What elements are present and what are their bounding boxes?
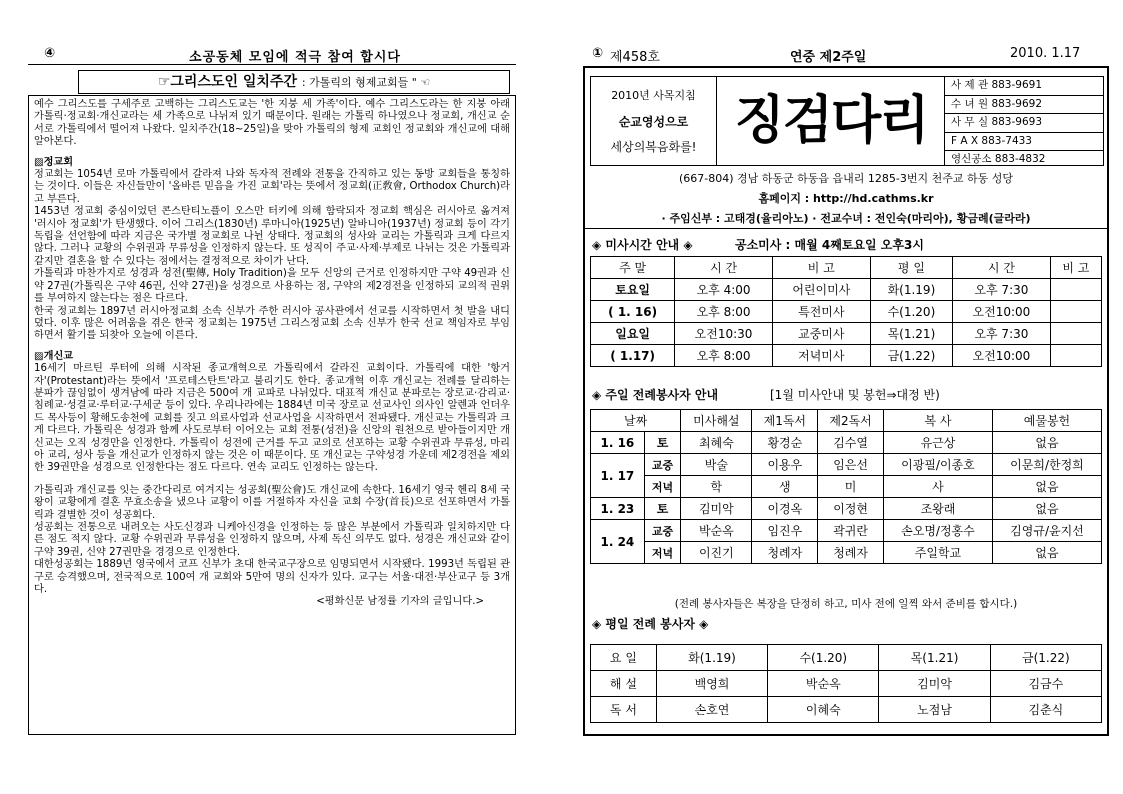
table-cell: 청례자	[818, 542, 884, 564]
table-cell: 김춘식	[990, 697, 1101, 723]
pastoral-motto	[591, 77, 717, 165]
table-cell: 화(1.19)	[656, 645, 767, 671]
table-cell: 이진기	[681, 542, 752, 564]
section-heading-protestant: ▨개신교	[34, 350, 74, 362]
table-cell: 학	[681, 476, 752, 498]
table-cell: 오후 7:30	[953, 279, 1051, 301]
mass-header-weekday: 평 일	[870, 257, 952, 279]
table-row	[591, 498, 1102, 520]
table-cell: 토	[644, 498, 680, 520]
right-page-number: ①	[592, 46, 604, 61]
church-homepage[interactable]: 홈페이지 : http://hd.cathms.kr	[758, 192, 934, 205]
table-row	[591, 410, 1102, 432]
table-cell: 어린이미사	[772, 279, 870, 301]
table-cell: 토요일	[591, 279, 675, 301]
table-cell	[1050, 323, 1101, 345]
table-row	[591, 520, 1102, 542]
table-cell: 황경순	[752, 432, 818, 454]
serve-header-commentary: 미사해설	[681, 410, 752, 432]
table-cell: 박술	[681, 454, 752, 476]
table-cell: 목(1.21)	[870, 323, 952, 345]
table-cell: 오전10:30	[675, 323, 773, 345]
table-cell: 박순옥	[768, 671, 879, 697]
serve-header-offering: 예물봉헌	[992, 410, 1101, 432]
sunday-servers-title: ◈ 주일 전례봉사자 안내	[592, 388, 719, 402]
left-page-header: 소공동체 모임에 적극 참여 합시다	[189, 50, 401, 65]
sunday-servers-note: [1월 미사안내 및 봉헌⇒대정 반)	[770, 388, 940, 402]
table-cell: 노점남	[879, 697, 990, 723]
table-cell: 백영희	[656, 671, 767, 697]
table-cell: 곽귀란	[818, 520, 884, 542]
table-cell: 1. 23	[591, 498, 645, 520]
table-cell: 이용우	[752, 454, 818, 476]
contact-convent: 수 녀 원 883-9692	[945, 96, 1103, 115]
table-cell: 박순옥	[681, 520, 752, 542]
table-cell: 조왕래	[883, 498, 992, 520]
issue-date: 2010. 1.17	[1010, 46, 1081, 61]
table-cell: 사	[883, 476, 992, 498]
contact-office: 사 무 실 883-9693	[945, 114, 1103, 133]
table-cell: 유근상	[883, 432, 992, 454]
table-cell: 요 일	[591, 645, 657, 671]
church-clergy: · 주임신부 : 고태경(율리아노) · 전교수녀 : 전인숙(마리아), 황금례(글라라)	[661, 212, 1031, 225]
table-row	[591, 671, 1102, 697]
table-cell: 오후 4:00	[675, 279, 773, 301]
table-row	[591, 542, 1102, 564]
motto-line-2: 세상의복음화를!	[610, 140, 697, 154]
table-cell: 최혜숙	[681, 432, 752, 454]
table-cell: 청례자	[752, 542, 818, 564]
table-cell: 미	[818, 476, 884, 498]
table-cell: 임은선	[818, 454, 884, 476]
article-subtitle: : 가톨릭의 형제교회들 " ☜	[301, 76, 431, 89]
table-cell: 이문희/한정희	[992, 454, 1101, 476]
church-address: (667-804) 경남 하동군 하동읍 읍내리 1285-3번지 천주교 하동 성당	[679, 172, 1013, 185]
table-cell	[1050, 279, 1101, 301]
table-row	[591, 476, 1102, 498]
table-cell: 교중	[644, 454, 680, 476]
table-row	[591, 432, 1102, 454]
table-cell: 김금수	[990, 671, 1101, 697]
article-body	[28, 95, 516, 735]
mission-mass-note: 공소미사 : 매월 4째토요일 오후3시	[735, 238, 924, 252]
motto-line-1: 순교영성으로	[618, 115, 689, 129]
article-title: ☞그리스도인 일치주간	[157, 74, 297, 90]
servers-footnote: (전례 봉사자들은 복장을 단정히 하고, 미사 전에 일찍 와서 준비를 합시다.)	[674, 598, 1018, 610]
table-cell	[1050, 301, 1101, 323]
table-cell: 없음	[992, 432, 1101, 454]
table-cell: 목(1.21)	[879, 645, 990, 671]
table-cell: 김수열	[818, 432, 884, 454]
table-cell: 오후 8:00	[675, 345, 773, 367]
weekday-servers-title: ◈ 평일 전례 봉사자 ◈	[592, 617, 709, 631]
table-cell: ( 1.17)	[591, 345, 675, 367]
table-cell	[1050, 345, 1101, 367]
table-cell: 일요일	[591, 323, 675, 345]
liturgical-season: 연중 제2주일	[790, 50, 867, 65]
protestant-paragraph-2: 가톨릭과 개신교를 잇는 중간다리로 여겨지는 성공회(聖公會)도 개신교에 속한다. 16세기 영국 헨리 8세 국왕이 교황에게 결혼 무효소송을 냈으나 교황이 이를 거절하자 자신을 교회 수장(首長)으로 선포하면서 가톨릭과 결별한 것이 성공회다.	[34, 484, 510, 521]
table-cell: 김영규/윤지선	[992, 520, 1101, 542]
contact-list	[944, 77, 1103, 165]
table-cell: 김미악	[879, 671, 990, 697]
mass-header-weekend: 주 말	[591, 257, 675, 279]
article-intro: 예수 그리스도를 구세주로 고백하는 그리스도교는 '한 지붕 세 가족'이다. 예수 그리스도라는 한 지붕 아래 가톨릭·정교회·개신교라는 세 가족으로 나뉘져 있기 때문이다. 원래는 가톨릭 하나였으나 정교회, 개신교 순서로 가톨릭에서 떨어져 나왔다. 일치주간(18~25일)을 맞아 가톨릭의 형제 교회인 정교회와 개신교에 대해 알아본다.	[34, 99, 510, 148]
article-title-box	[78, 70, 510, 94]
table-cell: 오후 7:30	[953, 323, 1051, 345]
weekday-servers-table	[590, 644, 1102, 723]
table-cell: 이광필/이종호	[883, 454, 992, 476]
orthodox-paragraph-2: 1453년 정교회 중심이었던 콘스탄티노플이 오스만 터키에 의해 함락되자 정교회 핵심은 러시아로 옮겨져 '러시아 정교회'가 탄생했다. 이어 그리스(1830년) 루마니아(1925년) 알바니아(1937년) 정교회 등이 각기 독립을 선언함에 따라 지금은 국가별 정교회로 나뉜 상태다. 정교회의 성사와 교리는 가톨릭과 크게 다르지 않다. 그러나 교황의 수위권과 무류성을 인정하지 않는다. 또 성직이 주교·사제·부제로 나뉘는 것은 가톨릭과 같지만 결혼을 할 수 있다는 점에서는 결정적으로 차이가 난다.	[34, 206, 510, 267]
table-cell: 수(1.20)	[870, 301, 952, 323]
table-cell: 화(1.19)	[870, 279, 952, 301]
table-cell: 금(1.22)	[870, 345, 952, 367]
article-caption: <평화신문 남정률 기자의 글입니다.>	[316, 596, 484, 608]
table-cell: 독 서	[591, 697, 657, 723]
orthodox-paragraph-1: 정교회는 1054년 로마 가톨릭에서 갈라져 나와 독자적 전례와 전통을 간직하고 있는 동방 교회들을 통칭하는 것이다. 이들은 자신들만이 '올바른 믿음을 가진 교회'라는 뜻에서 정교회(正敎會, Orthodox Church)라고 부른다.	[34, 169, 510, 205]
table-cell: 이혜숙	[768, 697, 879, 723]
serve-header-reading2: 제2독서	[818, 410, 884, 432]
table-cell: 임진우	[752, 520, 818, 542]
table-row	[591, 645, 1102, 671]
table-cell: 없음	[992, 542, 1101, 564]
table-cell: 1. 17	[591, 454, 645, 498]
table-cell: 오후 8:00	[675, 301, 773, 323]
mass-header-time: 시 간	[675, 257, 773, 279]
table-row	[591, 301, 1102, 323]
issue-number: 제458호	[610, 50, 660, 65]
mass-schedule-title: ◈ 미사시간 안내 ◈	[592, 238, 693, 252]
table-cell: 수(1.20)	[768, 645, 879, 671]
table-cell: 주일학교	[883, 542, 992, 564]
contact-fax: F A X 883-7433	[945, 133, 1103, 152]
protestant-paragraph-4: 대한성공회는 1889년 영국에서 코프 신부가 초대 한국교구장으로 임명되면서 시작됐다. 1993년 독립된 관구로 승격했으며, 전국적으로 100여 개 교회와 5만여 명의 신자가 있다. 교구는 서울·대전·부산교구 등 3개다.	[34, 559, 510, 596]
table-row	[591, 323, 1102, 345]
table-cell: 교중미사	[772, 323, 870, 345]
table-cell: 손호연	[656, 697, 767, 723]
table-row	[591, 279, 1102, 301]
table-cell: 저녁	[644, 542, 680, 564]
table-row	[591, 257, 1102, 279]
table-cell: 저녁미사	[772, 345, 870, 367]
table-cell: 교중	[644, 520, 680, 542]
mass-header-note: 비 고	[772, 257, 870, 279]
section-heading-orthodox: ▨정교회	[34, 156, 74, 168]
table-cell: 오전10:00	[953, 345, 1051, 367]
orthodox-paragraph-3: 가톨릭과 마찬가지로 성경과 성전(聖傳, Holy Tradition)을 모두 신앙의 근거로 인정하지만 구약 49권과 신약 27권(가톨릭은 구약 46권, 신약 27권)을 성경으로 사용하는 점, 구약의 제2경전을 인정하되 교의적 권위를 부여하지 않는다는 점은 다르다.	[34, 268, 510, 305]
table-cell: 김미악	[681, 498, 752, 520]
serve-header-altar: 복 사	[883, 410, 992, 432]
table-cell: 금(1.22)	[990, 645, 1101, 671]
table-row	[591, 454, 1102, 476]
mass-schedule-table	[590, 256, 1102, 367]
table-cell: 없음	[992, 476, 1101, 498]
serve-header-reading1: 제1독서	[752, 410, 818, 432]
contact-mission: 영신공소 883-4832	[951, 153, 1046, 166]
mass-header-time2: 시 간	[953, 257, 1051, 279]
table-cell: 생	[752, 476, 818, 498]
info-rule	[583, 228, 1109, 229]
serve-header-date: 날짜	[591, 410, 681, 432]
table-cell: 저녁	[644, 476, 680, 498]
sunday-servers-table	[590, 409, 1102, 564]
left-page-number: ④	[44, 46, 56, 61]
mass-header-note2: 비 고	[1050, 257, 1101, 279]
protestant-paragraph-1: 16세기 마르틴 루터에 의해 시작된 종교개혁으로 가톨릭에서 갈라진 교회이다. 가톨릭에 대한 '항거자'(Protestant)라는 뜻에서 '프로테스탄트'라고 불리기도 한다. 종교개혁 이후 개신교는 전례를 달리하는 분파가 끊임없이 생겨남에 따라 지금은 500여 개 교파로 나뉘었다. 대표적 개신교 분파로는 장로교·감리교·침례교·성결교·루터교·구세군 등이 있다. 우리나라에는 1884년 미국 장로교 선교사인 의사인 알렌과 언더우드 목사등이 황해도송천에 교회를 짓고 의료사업과 선교사업을 시작하면서 전파됐다. 개신교는 가톨릭과 크게 다르다. 가톨릭은 성경과 함께 사도로부터 이어오는 교회 전통(성전)을 신앙의 원천으로 받아들이지만 개신교는 오직 성경만을 인정한다. 가톨릭이 성전에 근거를 두고 교의로 선포하는 교황 수위권과 무류성, 마리아 교리, 성사 등을 개신교가 인정하지 않는 것은 이 때문이다. 또 개신교는 구약성경 가운데 제2경전을 제외한 39권만을 성경으로 인정한다는 점도 다르다. 연속 교리도 인정하는 않는다.	[34, 363, 510, 474]
table-cell: 토	[644, 432, 680, 454]
table-cell: 없음	[992, 498, 1101, 520]
bulletin-logo: 징검다리	[734, 90, 928, 151]
contact-rectory: 사 제 관 883-9691	[945, 77, 1103, 96]
table-cell: 1. 24	[591, 520, 645, 564]
table-cell: 특전미사	[772, 301, 870, 323]
motto-year: 2010년 사목지침	[611, 89, 696, 102]
table-cell: 해 설	[591, 671, 657, 697]
table-row	[591, 697, 1102, 723]
table-cell: 이경옥	[752, 498, 818, 520]
table-cell: 손오명/정홍수	[883, 520, 992, 542]
left-header-rule	[28, 64, 516, 65]
table-cell: 1. 16	[591, 432, 645, 454]
table-cell: 오전10:00	[953, 301, 1051, 323]
table-row	[591, 345, 1102, 367]
table-cell: 이정현	[818, 498, 884, 520]
orthodox-paragraph-4: 한국 정교회는 1897년 러시아정교회 소속 신부가 주한 러시아 공사관에서 선교를 시작하면서 첫 발을 내디뎠다. 이후 많은 어려움을 겪은 한국 정교회는 1975년 그리스정교회 소속 신부가 한국 선교 책임자로 부임하면서 활기를 되찾아 오늘에 이른다.	[34, 305, 510, 342]
protestant-paragraph-3: 성공회는 전통으로 내려오는 사도신경과 니케아신경을 인정하는 등 많은 부분에서 가톨릭과 일치하지만 다른 점도 적지 않다. 교황 수위권과 무류성을 인정하지 않으며, 사제 독신 의무도 없다. 성경은 개신교와 같이 구약 39권, 신약 27권만을 경경으로 인정한다.	[34, 522, 510, 558]
table-cell: ( 1. 16)	[591, 301, 675, 323]
